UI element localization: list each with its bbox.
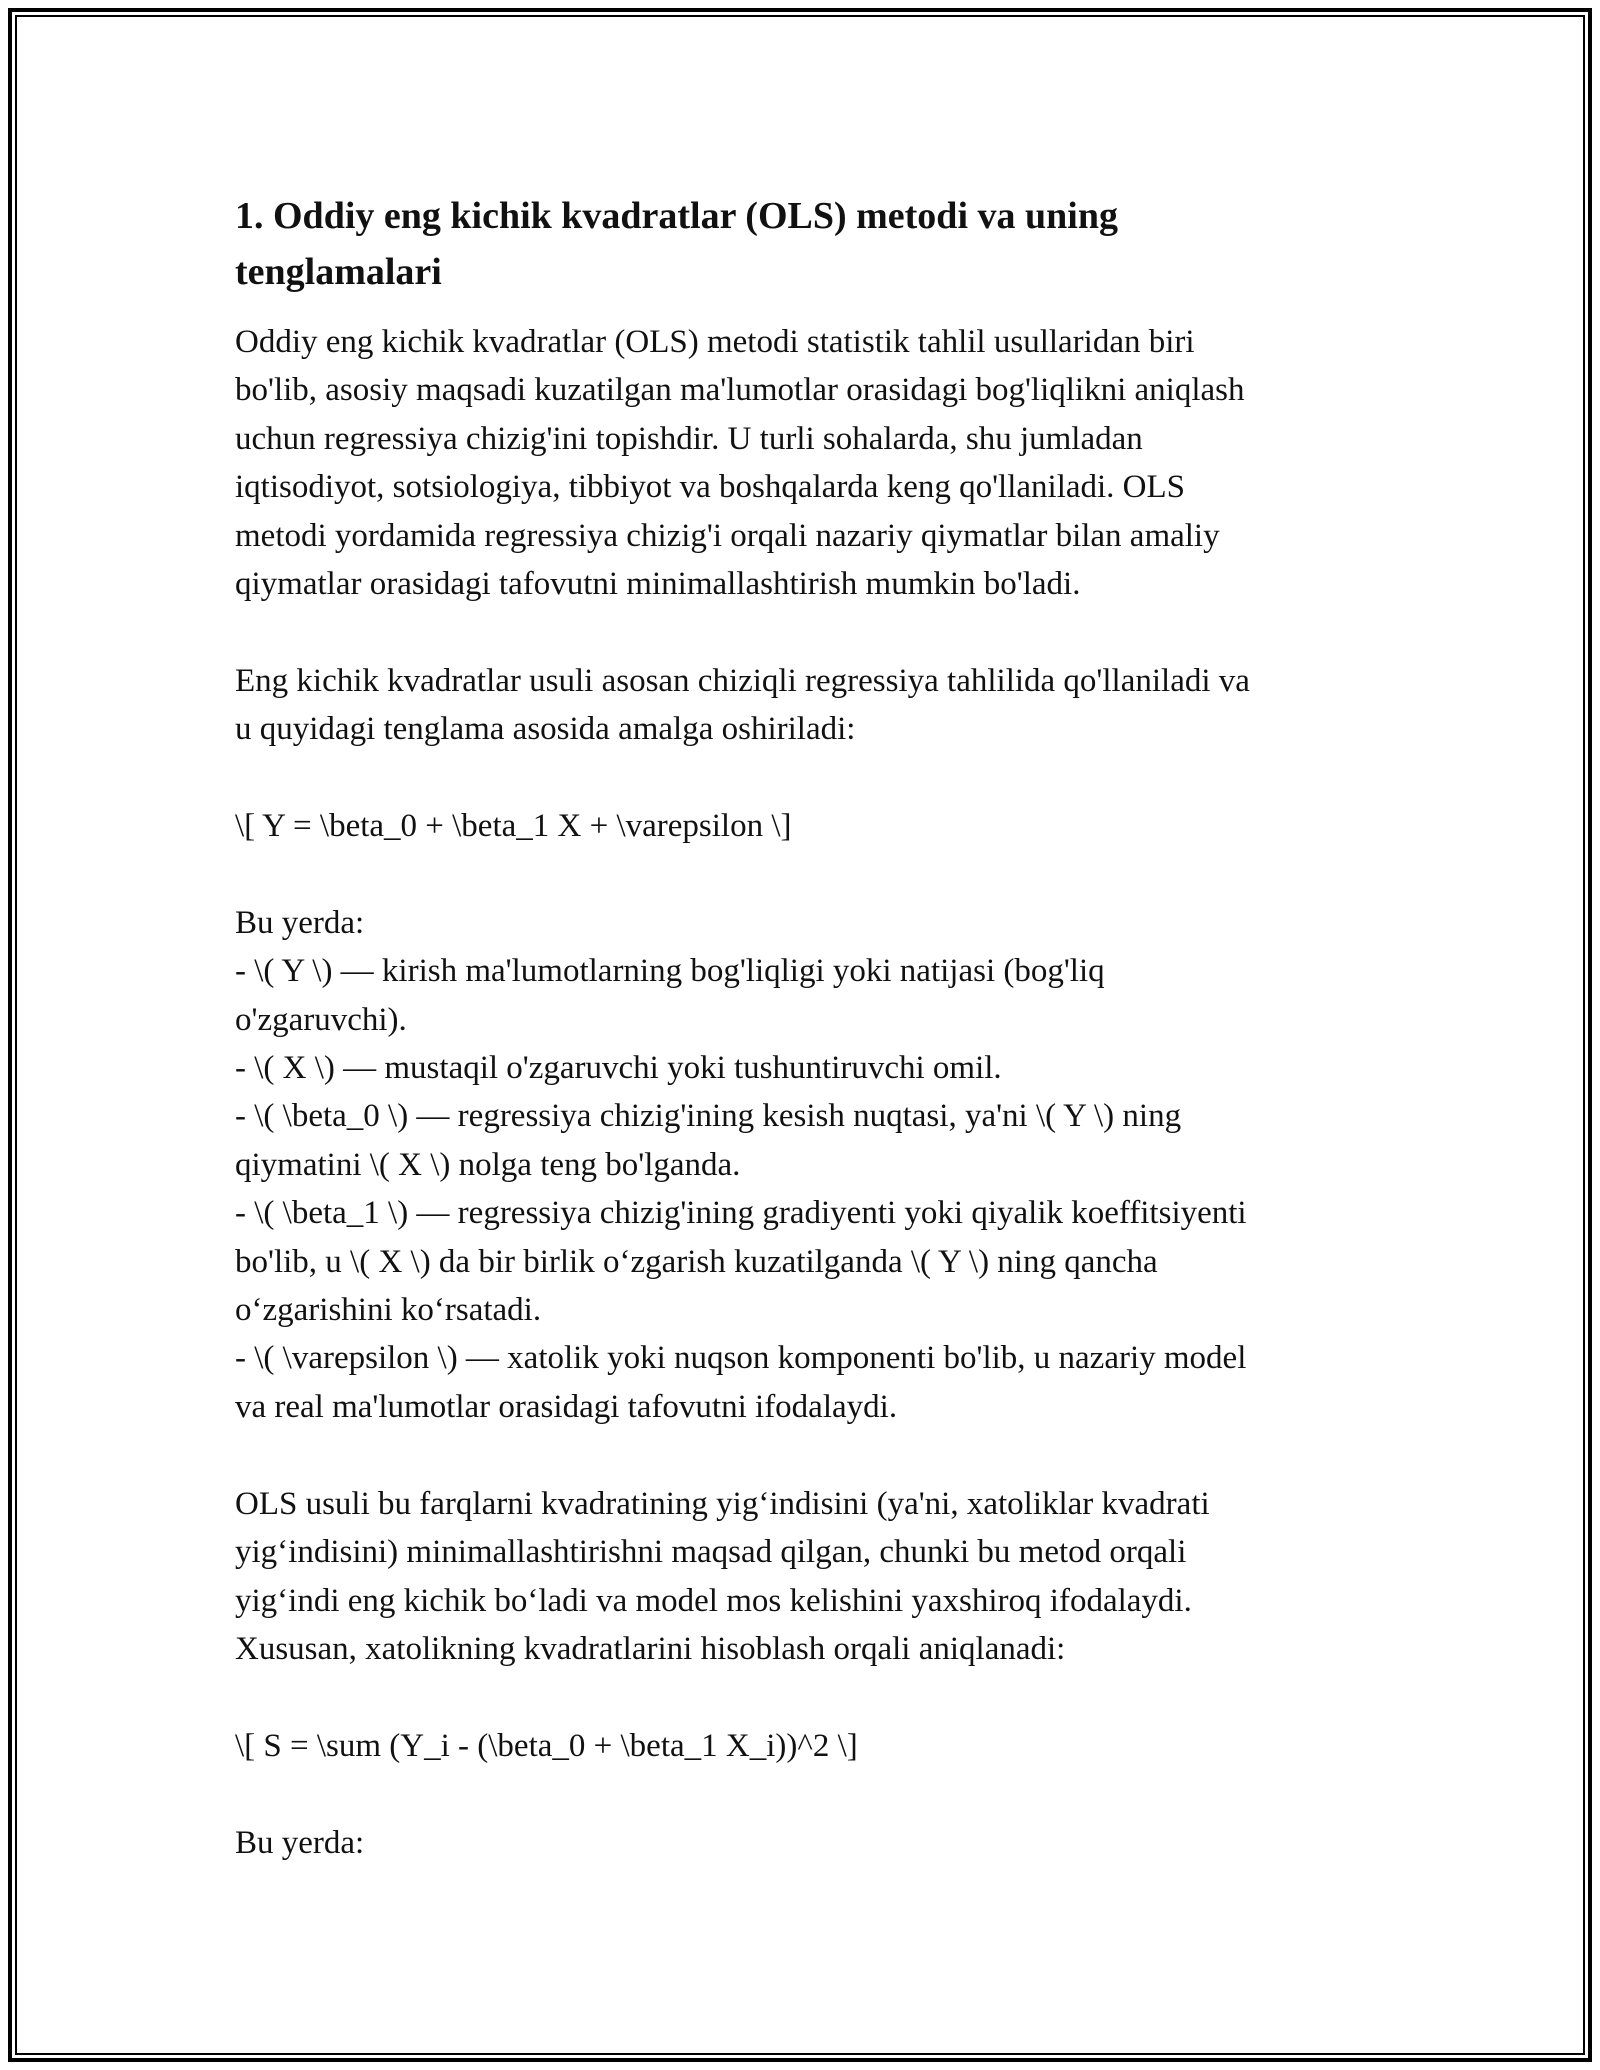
definition-line: va real ma'lumotlar orasidagi tafovutni ifodalaydi.: [235, 1388, 898, 1425]
text-line: yig‘indi eng kichik bo‘ladi va model mos kelishini yaxshiroq ifodalaydi.: [235, 1582, 1192, 1619]
equation-sum-of-squares: [235, 1722, 1375, 1770]
text-line: OLS usuli bu farqlarni kvadratining yig‘indisini (ya'ni, xatoliklar kvadrati: [235, 1485, 1210, 1522]
definition-line: bo'lib, u \( X \) da bir birlik o‘zgarish kuzatilganda \( Y \) ning qancha: [235, 1243, 1158, 1280]
text-line: Oddiy eng kichik kvadratlar (OLS) metodi statistik tahlil usullaridan biri: [235, 324, 1195, 360]
paragraph-gap: [235, 1770, 1375, 1818]
paragraph-regression-intro: [235, 657, 1375, 754]
definition-line: - \( X \) — mustaqil o'zgaruvchi yoki tushuntiruvchi omil.: [235, 1050, 1002, 1087]
paragraph-ols-objective: [235, 1480, 1375, 1674]
heading-line: 1. Oddiy eng kichik kvadratlar (OLS) metodi va uning: [235, 195, 1118, 237]
paragraph-gap: [235, 754, 1375, 802]
text-line: qiymatlar orasidagi tafovutni minimallashtirish mumkin bo'ladi.: [235, 566, 1081, 603]
definition-line: o‘zgarishini ko‘rsatadi.: [235, 1292, 542, 1329]
text-line: Bu yerda:: [235, 1824, 365, 1861]
text-line: iqtisodiyot, sotsiologiya, tibbiyot va boshqalarda keng qo'llaniladi. OLS: [235, 469, 1186, 506]
text-line: u quyidagi tenglama asosida amalga oshiriladi:: [235, 711, 856, 748]
text-line: yig‘indisini) minimallashtirishni maqsad qilgan, chunki bu metod orqali: [235, 1534, 1187, 1571]
paragraph-where: [235, 1819, 1375, 1867]
document-body: [235, 188, 1375, 1867]
text-line: Xususan, xatolikning kvadratlarini hisoblash orqali aniqlanadi:: [235, 1630, 1066, 1667]
definitions-list: [235, 899, 1375, 1431]
paragraph-gap: [235, 608, 1375, 656]
paragraph-gap: [235, 1673, 1375, 1721]
text-line: metodi yordamida regressiya chizig'i orqali nazariy qiymatlar bilan amaliy: [235, 517, 1220, 554]
definition-line: - \( \beta_1 \) — regressiya chizig'ining gradiyenti yoki qiyalik koeffitsiyenti: [235, 1195, 1247, 1232]
text-line: uchun regressiya chizig'ini topishdir. U turli sohalarda, shu jumladan: [235, 420, 1143, 457]
paragraph-gap: [235, 1431, 1375, 1479]
definition-line: - \( Y \) — kirish ma'lumotlarning bog'liqligi yoki natijasi (bog'liq: [235, 953, 1105, 990]
definition-line: - \( \beta_0 \) — regressiya chizig'ining kesish nuqtasi, ya'ni \( Y \) ning: [235, 1098, 1182, 1135]
heading-line: tenglamalari: [235, 251, 442, 293]
definition-line: qiymatini \( X \) nolga teng bo'lganda.: [235, 1146, 741, 1183]
paragraph-gap: [235, 850, 1375, 898]
equation-line: \[ S = \sum (Y_i - (\beta_0 + \beta_1 X_i))^2 \]: [235, 1727, 858, 1764]
text-line: bo'lib, asosiy maqsadi kuzatilgan ma'lumotlar orasidagi bog'liqlikni aniqlash: [235, 372, 1245, 409]
paragraph-intro: [235, 318, 1375, 608]
equation-line: \[ Y = \beta_0 + \beta_1 X + \varepsilon \]: [235, 808, 792, 845]
text-line: Bu yerda:: [235, 904, 365, 941]
equation-regression: [235, 802, 1375, 850]
definition-line: - \( \varepsilon \) — xatolik yoki nuqson komponenti bo'lib, u nazariy model: [235, 1340, 1247, 1377]
section-heading: [235, 188, 1375, 300]
text-line: Eng kichik kvadratlar usuli asosan chiziqli regressiya tahlilida qo'llaniladi va: [235, 662, 1250, 699]
definition-line: o'zgaruvchi).: [235, 1001, 407, 1038]
